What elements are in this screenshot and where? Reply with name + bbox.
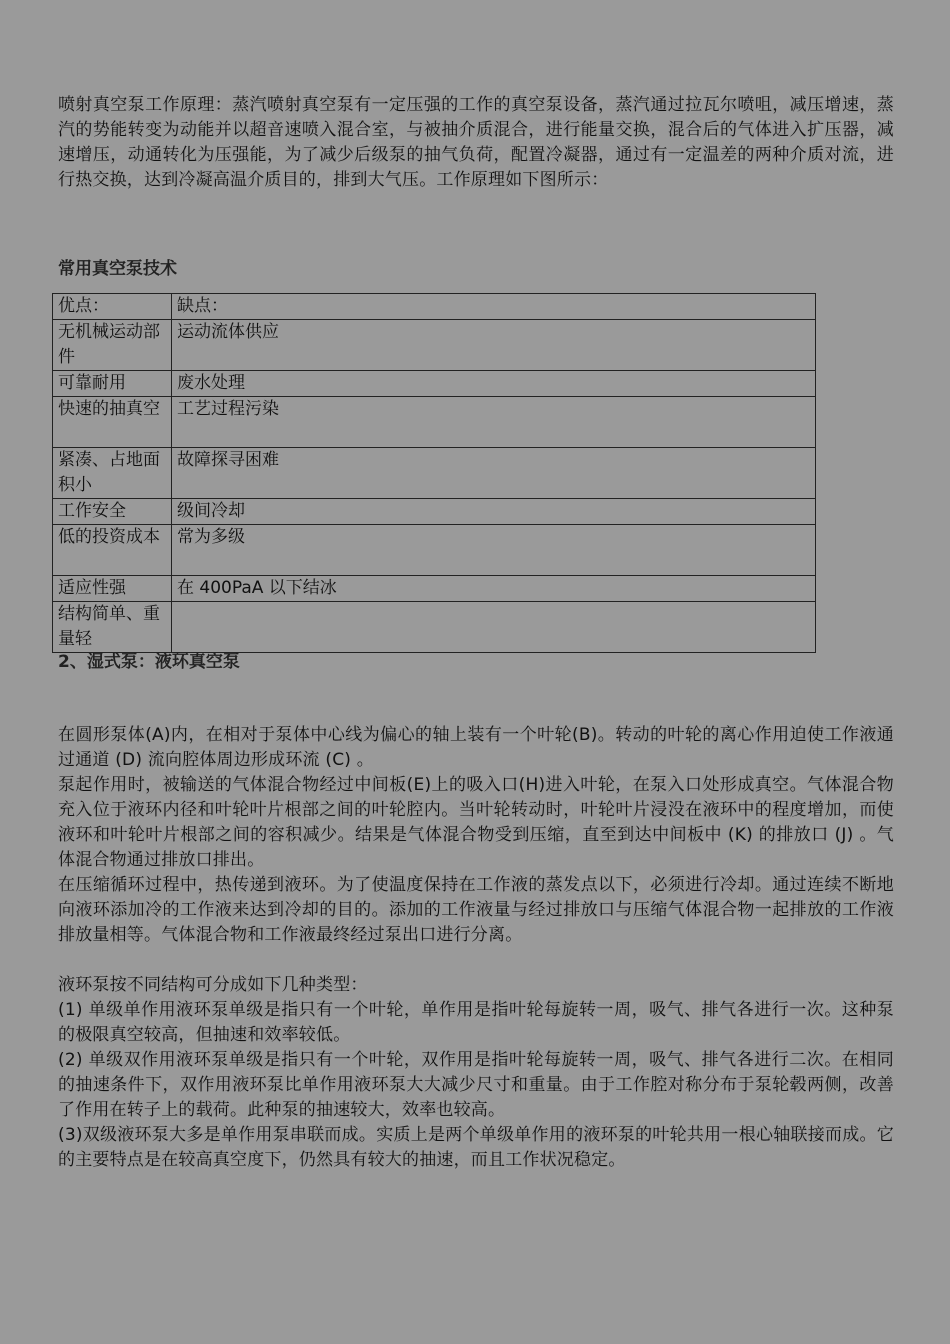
section-heading: 2、湿式泵：液环真空泵 [58, 652, 240, 672]
table-cell-con: 级间冷却 [172, 499, 816, 525]
table-cell-con: 常为多级 [172, 525, 816, 576]
table-cell-pro: 适应性强 [53, 576, 172, 602]
table-row [53, 397, 816, 448]
table-row [53, 499, 816, 525]
table-row [53, 576, 816, 602]
table-row [53, 371, 816, 397]
table-header-cons: 缺点： [172, 294, 816, 320]
table-cell-pro: 快速的抽真空 [53, 397, 172, 448]
vacuum-pump-table [52, 293, 816, 653]
table-cell-pro: 工作安全 [53, 499, 172, 525]
table-row [53, 320, 816, 371]
list-item-type-3: (3)双级液环泵大多是单作用泵串联而成。实质上是两个单级单作用的液环泵的叶轮共用一根心轴联接而成。它的主要特点是在较高真空度下，仍然具有较大的抽速，而且工作状况稳定。 [58, 1125, 894, 1170]
paragraph-cooling: 在压缩循环过程中，热传递到液环。为了使温度保持在工作液的蒸发点以下，必须进行冷却。通过连续不断地向液环添加冷的工作液来达到冷却的目的。添加的工作液量与经过排放口与压缩气体混合物一起排放的工作液排放量相等。气体混合物和工作液最终经过泵出口进行分离。 [58, 875, 894, 945]
table-cell-pro: 低的投资成本 [53, 525, 172, 576]
table-cell-con: 废水处理 [172, 371, 816, 397]
table-title: 常用真空泵技术 [58, 259, 177, 279]
paragraph-operation: 泵起作用时，被输送的气体混合物经过中间板(E)上的吸入口(H)进入叶轮，在泵入口处形成真空。气体混合物充入位于液环内径和叶轮叶片根部之间的叶轮腔内。当叶轮转动时，叶轮叶片浸没在液环中的程度增加，而使液环和叶轮叶片根部之间的容积减少。结果是气体混合物受到压缩，直至到达中间板中 (K) 的排放口 (J) 。气体混合物通过排放口排出。 [58, 775, 894, 870]
table-cell-pro: 无机械运动部件 [53, 320, 172, 371]
table-cell-con: 故障探寻困难 [172, 448, 816, 499]
table-cell-pro: 可靠耐用 [53, 371, 172, 397]
table-cell-pro: 紧凑、占地面积小 [53, 448, 172, 499]
table-header-pros: 优点： [53, 294, 172, 320]
table-row [53, 525, 816, 576]
table-cell-con [172, 602, 816, 653]
table-row [53, 602, 816, 653]
list-item-type-1: (1) 单级单作用液环泵单级是指只有一个叶轮，单作用是指叶轮每旋转一周，吸气、排气各进行一次。这种泵的极限真空较高，但抽速和效率较低。 [58, 1000, 894, 1045]
intro-paragraph: 喷射真空泵工作原理：蒸汽喷射真空泵有一定压强的工作的真空泵设备，蒸汽通过拉瓦尔喷咀，减压增速，蒸汽的势能转变为动能并以超音速喷入混合室，与被抽介质混合，进行能量交换，混合后的气体进入扩压器，减速增压，动通转化为压强能，为了减少后级泵的抽气负荷，配置冷凝器，通过有一定温差的两种介质对流，进行热交换，达到冷凝高温介质目的，排到大气压。工作原理如下图所示： [58, 95, 894, 190]
table-cell-con: 运动流体供应 [172, 320, 816, 371]
table-cell-con: 工艺过程污染 [172, 397, 816, 448]
paragraph-types-intro: 液环泵按不同结构可分成如下几种类型： [58, 975, 368, 995]
table-row [53, 448, 816, 499]
table-cell-pro: 结构简单、重量轻 [53, 602, 172, 653]
table-header-row [53, 294, 816, 320]
paragraph-structure: 在圆形泵体(A)内，在相对于泵体中心线为偏心的轴上装有一个叶轮(B)。转动的叶轮的离心作用迫使工作液通过通道 (D) 流向腔体周边形成环流 (C) 。 [58, 725, 894, 770]
list-item-type-2: (2) 单级双作用液环泵单级是指只有一个叶轮，双作用是指叶轮每旋转一周，吸气、排气各进行二次。在相同的抽速条件下，双作用液环泵比单作用液环泵大大减少尺寸和重量。由于工作腔对称分布于泵轮毂两侧，改善了作用在转子上的载荷。此种泵的抽速较大，效率也较高。 [58, 1050, 894, 1120]
table-cell-con: 在 400PaA 以下结冰 [172, 576, 816, 602]
